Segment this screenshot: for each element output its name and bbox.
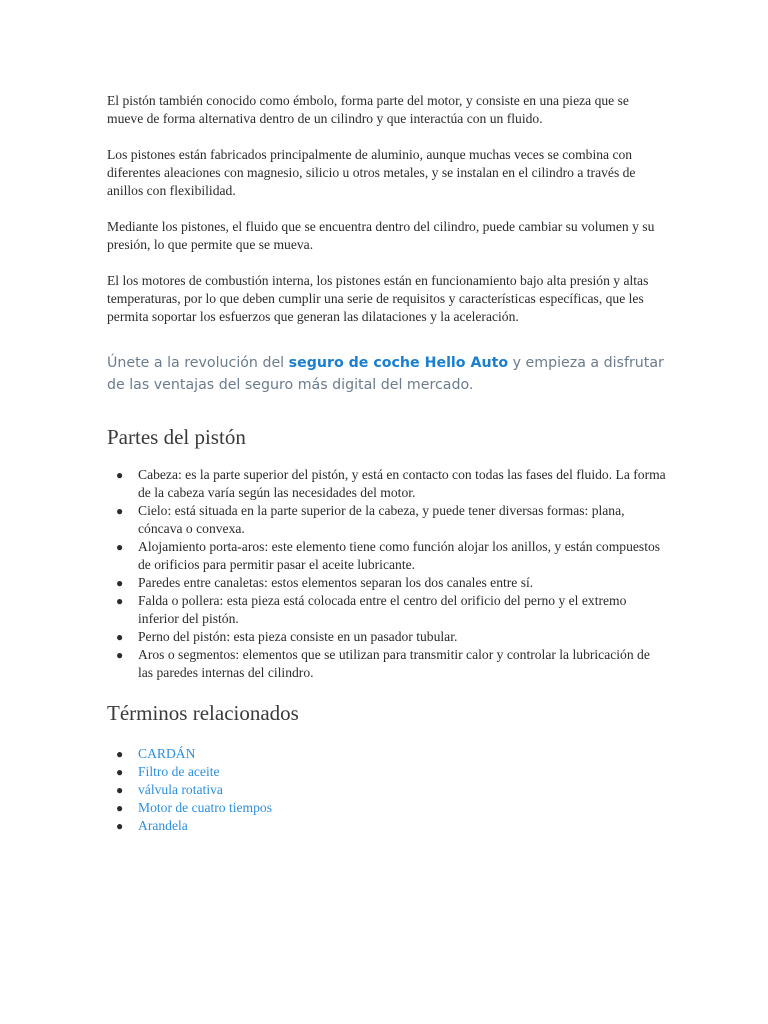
list-item-text: Alojamiento porta-aros: este elemento tiene como función alojar los anillos, y están compuestos de orificios para permitir pasar el aceite lubricante.	[138, 539, 661, 572]
function-paragraph: Mediante los pistones, el fluido que se encuentra dentro del cilindro, puede cambiar su volumen y su presión, lo que permite que se mueva.	[107, 219, 655, 252]
materials-paragraph: Los pistones están fabricados principalmente de aluminio, aunque muchas veces se combina con diferentes aleaciones con magnesio, silicio u otros metales, y se instalan en el cilindro a través de anillos con flexibilidad.	[107, 147, 636, 198]
list-item-text: Falda o pollera: esta pieza está colocada entre el centro del orificio del perno y el extremo inferior del pistón.	[138, 593, 627, 626]
term-link-motor-cuatro-tiempos[interactable]: Motor de cuatro tiempos	[138, 800, 273, 815]
term-link-valvula-rotativa[interactable]: válvula rotativa	[138, 782, 223, 797]
promo-banner	[107, 352, 667, 396]
list-item-text: Perno del pistón: esta pieza consiste en un pasador tubular.	[138, 629, 458, 644]
list-item-text: Cielo: está situada en la parte superior de la cabeza, y puede tener diversas formas: plana, cóncava o convexa.	[138, 503, 625, 536]
combustion-paragraph: El los motores de combustión interna, los pistones están en funcionamiento bajo alta presión y altas temperaturas, por lo que deben cumplir una serie de requisitos y características específicas, que les permita soportar los esfuerzos que generan las dilataciones y la aceleración.	[107, 273, 649, 324]
bullet-icon: ●	[116, 630, 124, 644]
bullet-icon: ●	[116, 765, 124, 779]
terminos-heading: Términos relacionados	[107, 701, 299, 725]
intro-paragraph: El pistón también conocido como émbolo, forma parte del motor, y consiste en una pieza que se mueve de forma alternativa dentro de un cilindro y que interactúa con un fluido.	[107, 93, 629, 126]
bullet-icon: ●	[116, 504, 124, 518]
list-item	[107, 466, 667, 502]
list-item	[107, 799, 667, 817]
promo-text-before: Únete a la revolución del	[107, 355, 289, 371]
list-item	[107, 763, 667, 781]
bullet-icon: ●	[116, 783, 124, 797]
list-item-text: Aros o segmentos: elementos que se utilizan para transmitir calor y controlar la lubricación de las paredes internas del cilindro.	[138, 647, 650, 680]
bullet-icon: ●	[116, 801, 124, 815]
partes-heading: Partes del pistón	[107, 425, 246, 449]
bullet-icon: ●	[116, 747, 124, 761]
article-content	[107, 92, 667, 835]
bullet-icon: ●	[116, 819, 124, 833]
list-item	[107, 592, 667, 628]
list-item	[107, 817, 667, 835]
list-item	[107, 574, 667, 592]
term-link-arandela[interactable]: Arandela	[138, 818, 188, 833]
list-item	[107, 538, 667, 574]
bullet-icon: ●	[116, 576, 124, 590]
list-item	[107, 745, 667, 763]
list-item	[107, 781, 667, 799]
bullet-icon: ●	[116, 594, 124, 608]
list-item-text: Paredes entre canaletas: estos elementos separan los dos canales entre sí.	[138, 575, 534, 590]
bullet-icon: ●	[116, 540, 124, 554]
bullet-icon: ●	[116, 648, 124, 662]
term-link-cardan[interactable]: CARDÁN	[138, 746, 196, 761]
promo-link[interactable]: seguro de coche Hello Auto	[288, 355, 509, 371]
list-item	[107, 628, 667, 646]
list-item-text: Cabeza: es la parte superior del pistón, y está en contacto con todas las fases del fluido. La forma de la cabeza varía según las necesidades del motor.	[138, 467, 666, 500]
list-item	[107, 646, 667, 682]
promo-text-after: y empieza a disfrutar de las ventajas del seguro más digital del mercado.	[107, 355, 664, 393]
term-link-filtro-aceite[interactable]: Filtro de aceite	[138, 764, 220, 779]
partes-list	[107, 466, 667, 682]
list-item	[107, 502, 667, 538]
bullet-icon: ●	[116, 468, 124, 482]
terminos-list	[107, 745, 667, 835]
